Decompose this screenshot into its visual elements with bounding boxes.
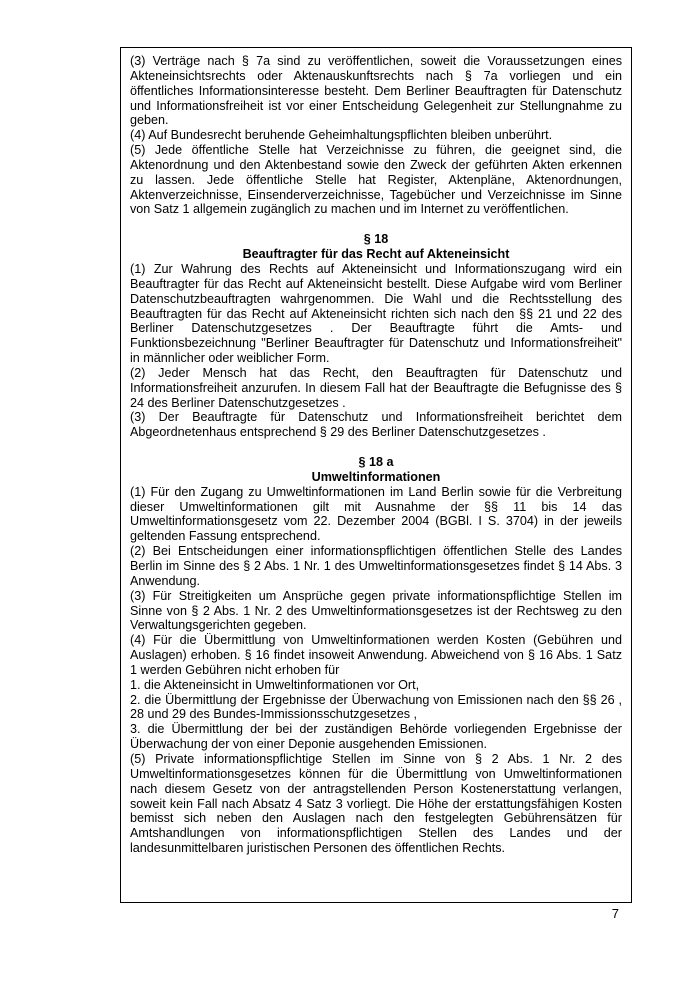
section-heading: § 18 a: [358, 455, 394, 470]
list-item: 1. die Akteneinsicht in Umweltinformationen vor Ort,: [130, 677, 420, 692]
paragraph: (2) Jeder Mensch hat das Recht, den Beauftragten für Datenschutz und Informationsfreiheit anzurufen. In diesem Fall hat der Beauftragte die Befugnisse des § 24 des Berliner Datenschutzgesetzes .: [130, 365, 622, 410]
paragraph: (5) Jede öffentliche Stelle hat Verzeichnisse zu führen, die geeignet sind, die Aktenordnung und den Aktenbestand sowie den Zweck der geführten Akten erkennen zu lassen. Jede öffentliche Stelle hat Register, Aktenpläne, Aktenordnungen, Aktenverzeichnisse, Einsenderverzeichnisse, Tagebücher und Verzeichnisse im Sinne von Satz 1 allgemein zugänglich zu machen und im Internet zu veröffentlichen.: [130, 143, 622, 217]
paragraph: (2) Bei Entscheidungen einer informationspflichtigen öffentlichen Stelle des Landes Berlin im Sinne des § 2 Abs. 1 Nr. 1 des Umweltinformationsgesetzes findet § 14 Abs. 3 Anwendung.: [130, 544, 622, 588]
paragraph: (1) Zur Wahrung des Rechts auf Akteneinsicht und Informationszugang wird ein Beauftragter für das Recht auf Akteneinsicht bestellt. Diese Aufgabe wird vom Berliner Datenschutzbeauftragten wahrgenommen. Die Wahl und die Rechtsstellung des Beauftragten für das Recht auf Akteneinsicht richten sich nach den §§ 21 und 22 des Berliner Datenschutzgesetzes . Der Beauftragte führt die Amts- und Funktionsbezeichnung "Berliner Beauftragter für Datenschutz und Informationsfreiheit" in männlicher oder weiblicher Form.: [130, 261, 622, 366]
paragraph: (5) Private informationspflichtige Stellen im Sinne von § 2 Abs. 1 Nr. 2 des Umweltinformationsgesetzes können für die Übermittlung von Umweltinformationen nach diesem Gesetz von der antragstellenden Person Kostenerstattung verlangen, soweit kein Fall nach Absatz 4 Satz 3 vorliegt. Die Höhe der erstattungsfähigen Kosten bemisst sich neben den Auslagen nach den festgelegten Gebührensätzen für Amtshandlungen von informationspflichtigen Stellen des Landes und der landesunmittelbaren juristischen Personen des öffentlichen Rechts.: [130, 751, 622, 856]
section-heading: § 18: [363, 232, 389, 247]
paragraph: (4) Auf Bundesrecht beruhende Geheimhaltungspflichten bleiben unberührt.: [130, 128, 553, 143]
paragraph: (4) Für die Übermittlung von Umweltinformationen werden Kosten (Gebühren und Auslagen) erhoben. § 16 findet insoweit Anwendung. Abweichend von § 16 Abs. 1 Satz 1 werden Gebühren nicht erhoben für: [130, 633, 622, 677]
list-item: 2. die Übermittlung der Ergebnisse der Überwachung von Emissionen nach den §§ 26 , 28 und 29 des Bundes-Immissionsschutzgesetzes ,: [130, 692, 622, 722]
paragraph: (3) Der Beauftragte für Datenschutz und Informationsfreiheit berichtet dem Abgeordnetenhaus entsprechend § 29 des Berliner Datenschutzgesetzes .: [130, 410, 622, 440]
paragraph: (3) Verträge nach § 7a sind zu veröffentlichen, soweit die Voraussetzungen eines Akteneinsichtsrechts oder Aktenauskunftsrechts nach § 7a vorliegen und ein öffentliches Informationsinteresse besteht. Dem Berliner Beauftragten für Datenschutz und Informationsfreiheit ist vor einer Entscheidung Gelegenheit zur Stellungnahme zu geben.: [130, 54, 622, 128]
list-item: 3. die Übermittlung der bei der zuständigen Behörde vorliegenden Ergebnisse der Überwachung der von einer Deponie ausgehenden Emissionen.: [130, 722, 622, 752]
paragraph: (1) Für den Zugang zu Umweltinformationen im Land Berlin sowie für die Verbreitung dieser Umweltinformationen gilt mit Ausnahme der §§ 11 bis 14 das Umweltinformationsgesetz vom 22. Dezember 2004 (BGBl. I S. 3704) in der jeweils geltenden Fassung entsprechend.: [130, 484, 622, 544]
paragraph: (3) Für Streitigkeiten um Ansprüche gegen private informationspflichtige Stellen im Sinne von § 2 Abs. 1 Nr. 2 des Umweltinformationsgesetzes ist der Rechtsweg zu den Verwaltungsgerichten gegeben.: [130, 588, 622, 633]
page-number: 7: [611, 906, 619, 921]
section-title: Umweltinformationen: [311, 469, 441, 484]
section-title: Beauftragter für das Recht auf Akteneinsicht: [242, 247, 510, 262]
page-frame: [120, 47, 632, 903]
